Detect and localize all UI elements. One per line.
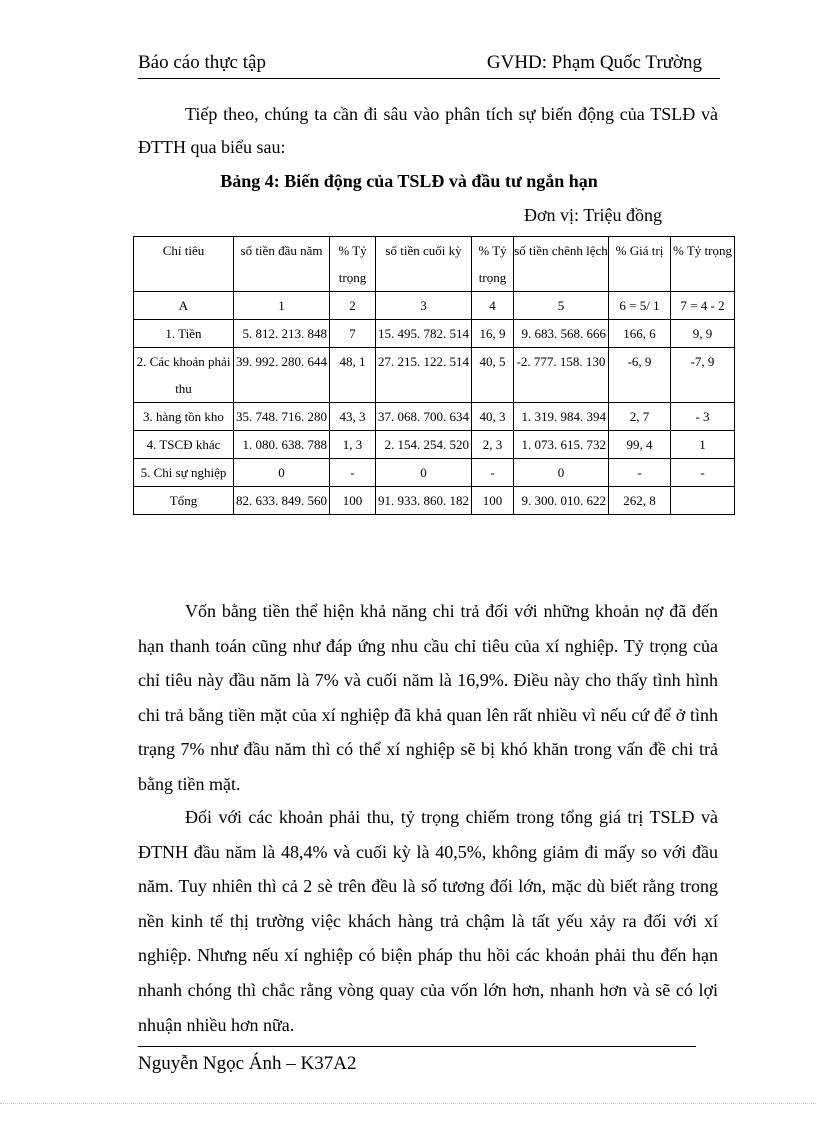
table-cell: 5. 812. 213. 848 xyxy=(234,320,330,348)
table-row xyxy=(134,431,735,459)
table-cell: 2. 154. 254. 520 xyxy=(376,431,472,459)
row-label: 1. Tiền xyxy=(134,320,234,348)
table-cell: 1, 3 xyxy=(330,431,376,459)
header-cell: Chỉ tiêu xyxy=(134,237,234,292)
header-cell: % Tỷ trọng xyxy=(330,237,376,292)
header-cell: số tiền cuối kỳ xyxy=(376,237,472,292)
footer-divider xyxy=(138,1046,696,1047)
page-header xyxy=(138,52,720,79)
table-cell: 39. 992. 280. 644 xyxy=(234,348,330,403)
index-cell: 5 xyxy=(514,292,609,320)
table-cell: 37. 068. 700. 634 xyxy=(376,403,472,431)
index-cell: 3 xyxy=(376,292,472,320)
table-cell: 0 xyxy=(514,459,609,487)
data-table xyxy=(133,236,735,515)
unit-label: Đơn vị: Triệu đồng xyxy=(524,205,663,225)
table-cell: 48, 1 xyxy=(330,348,376,403)
table-cell: 2, 7 xyxy=(609,403,671,431)
table-total-row xyxy=(134,487,735,515)
header-report-title: Báo cáo thực tập xyxy=(138,52,266,73)
table-cell: 166, 6 xyxy=(609,320,671,348)
table-cell: 1. 073. 615. 732 xyxy=(514,431,609,459)
index-cell: 1 xyxy=(234,292,330,320)
index-cell: 6 = 5/ 1 xyxy=(609,292,671,320)
table-cell: 1. 319. 984. 394 xyxy=(514,403,609,431)
table-cell: 9, 9 xyxy=(671,320,735,348)
table-cell: 9. 683. 568. 666 xyxy=(514,320,609,348)
table-row xyxy=(134,320,735,348)
table-cell: 0 xyxy=(376,459,472,487)
table-cell xyxy=(671,487,735,515)
table-cell: 15. 495. 782. 514 xyxy=(376,320,472,348)
table-cell: - xyxy=(671,459,735,487)
table-cell: 1. 080. 638. 788 xyxy=(234,431,330,459)
row-label: 2. Các khoản phải thu xyxy=(134,348,234,403)
index-cell: 7 = 4 - 2 xyxy=(671,292,735,320)
header-cell: % Tỷ trọng xyxy=(671,237,735,292)
table-cell: 2, 3 xyxy=(472,431,514,459)
row-label: Tổng xyxy=(134,487,234,515)
index-cell: 4 xyxy=(472,292,514,320)
table-cell: 40, 5 xyxy=(472,348,514,403)
header-cell: số tiền chênh lệch xyxy=(514,237,609,292)
footer-author: Nguyễn Ngọc Ánh – K37A2 xyxy=(138,1053,357,1074)
table-cell: 262, 8 xyxy=(609,487,671,515)
table-cell: 100 xyxy=(330,487,376,515)
table-cell: -2. 777. 158. 130 xyxy=(514,348,609,403)
table-header-row xyxy=(134,237,735,292)
header-supervisor: GVHD: Phạm Quốc Trường xyxy=(486,52,702,73)
index-cell: A xyxy=(134,292,234,320)
table-cell: - xyxy=(472,459,514,487)
table-cell: -6, 9 xyxy=(609,348,671,403)
table-cell: 9. 300. 010. 622 xyxy=(514,487,609,515)
table-cell: 27. 215. 122. 514 xyxy=(376,348,472,403)
table-title: Bảng 4: Biến động của TSLĐ và đầu tư ngắn hạn xyxy=(220,171,598,191)
table-cell: 43, 3 xyxy=(330,403,376,431)
table-cell: - xyxy=(609,459,671,487)
index-cell: 2 xyxy=(330,292,376,320)
row-label: 5. Chi sự nghiệp xyxy=(134,459,234,487)
table-row xyxy=(134,403,735,431)
table-cell: - 3 xyxy=(671,403,735,431)
header-cell: % Tỷ trọng xyxy=(472,237,514,292)
table-cell: -7, 9 xyxy=(671,348,735,403)
page-bottom-dotted-line xyxy=(0,1103,816,1104)
table-row xyxy=(134,459,735,487)
table-cell: 99, 4 xyxy=(609,431,671,459)
table-cell: 0 xyxy=(234,459,330,487)
row-label: 4. TSCĐ khác xyxy=(134,431,234,459)
table-index-row xyxy=(134,292,735,320)
table-cell: 100 xyxy=(472,487,514,515)
table-row xyxy=(134,348,735,403)
header-cell: số tiền đầu năm xyxy=(234,237,330,292)
table-cell: - xyxy=(330,459,376,487)
paragraph-cash: Vốn bằng tiền thể hiện khả năng chi trả đối với những khoản nợ đã đến hạn thanh toán cũng như đáp ứng nhu cầu chỉ tiêu của xí nghiệp. Tỷ trọng của chỉ tiêu này đầu năm là 7% và cuối năm là 16,9%. Điều này cho thấy tình hình chi trả bằng tiền mặt của xí nghiệp đã khả quan lên rất nhiều vì nếu cứ để ở tình trạng 7% như đầu năm thì có thể xí nghiệp sẽ bị khó khăn trong vấn đề chi trả bằng tiền mặt. xyxy=(138,601,718,794)
table-cell: 91. 933. 860. 182 xyxy=(376,487,472,515)
table-cell: 7 xyxy=(330,320,376,348)
intro-paragraph: Tiếp theo, chúng ta cần đi sâu vào phân tích sự biến động của TSLĐ và ĐTTH qua biểu sau: xyxy=(138,104,718,157)
table-cell: 1 xyxy=(671,431,735,459)
table-cell: 40, 3 xyxy=(472,403,514,431)
table-cell: 35. 748. 716. 280 xyxy=(234,403,330,431)
paragraph-receivables: Đối với các khoản phải thu, tỷ trọng chiếm trong tổng giá trị TSLĐ và ĐTNH đầu năm là 48,4% và cuối kỳ là 40,5%, không giảm đi mấy so với đầu năm. Tuy nhiên thì cả 2 sè trên đều là số tương đối lớn, mặc dù biết rằng trong nền kinh tế thị trường việc khách hàng trả chậm là tất yếu xảy ra đối với xí nghiệp. Nhưng nếu xí nghiệp có biện pháp thu hồi các khoản phải thu đến hạn nhanh chóng thì chắc rằng vòng quay của vốn lớn hơn, nhanh hơn và sẽ có lợi nhuận nhiều hơn nữa. xyxy=(138,807,718,1035)
table-cell: 16, 9 xyxy=(472,320,514,348)
table-cell: 82. 633. 849. 560 xyxy=(234,487,330,515)
row-label: 3. hàng tồn kho xyxy=(134,403,234,431)
header-cell: % Giá trị xyxy=(609,237,671,292)
